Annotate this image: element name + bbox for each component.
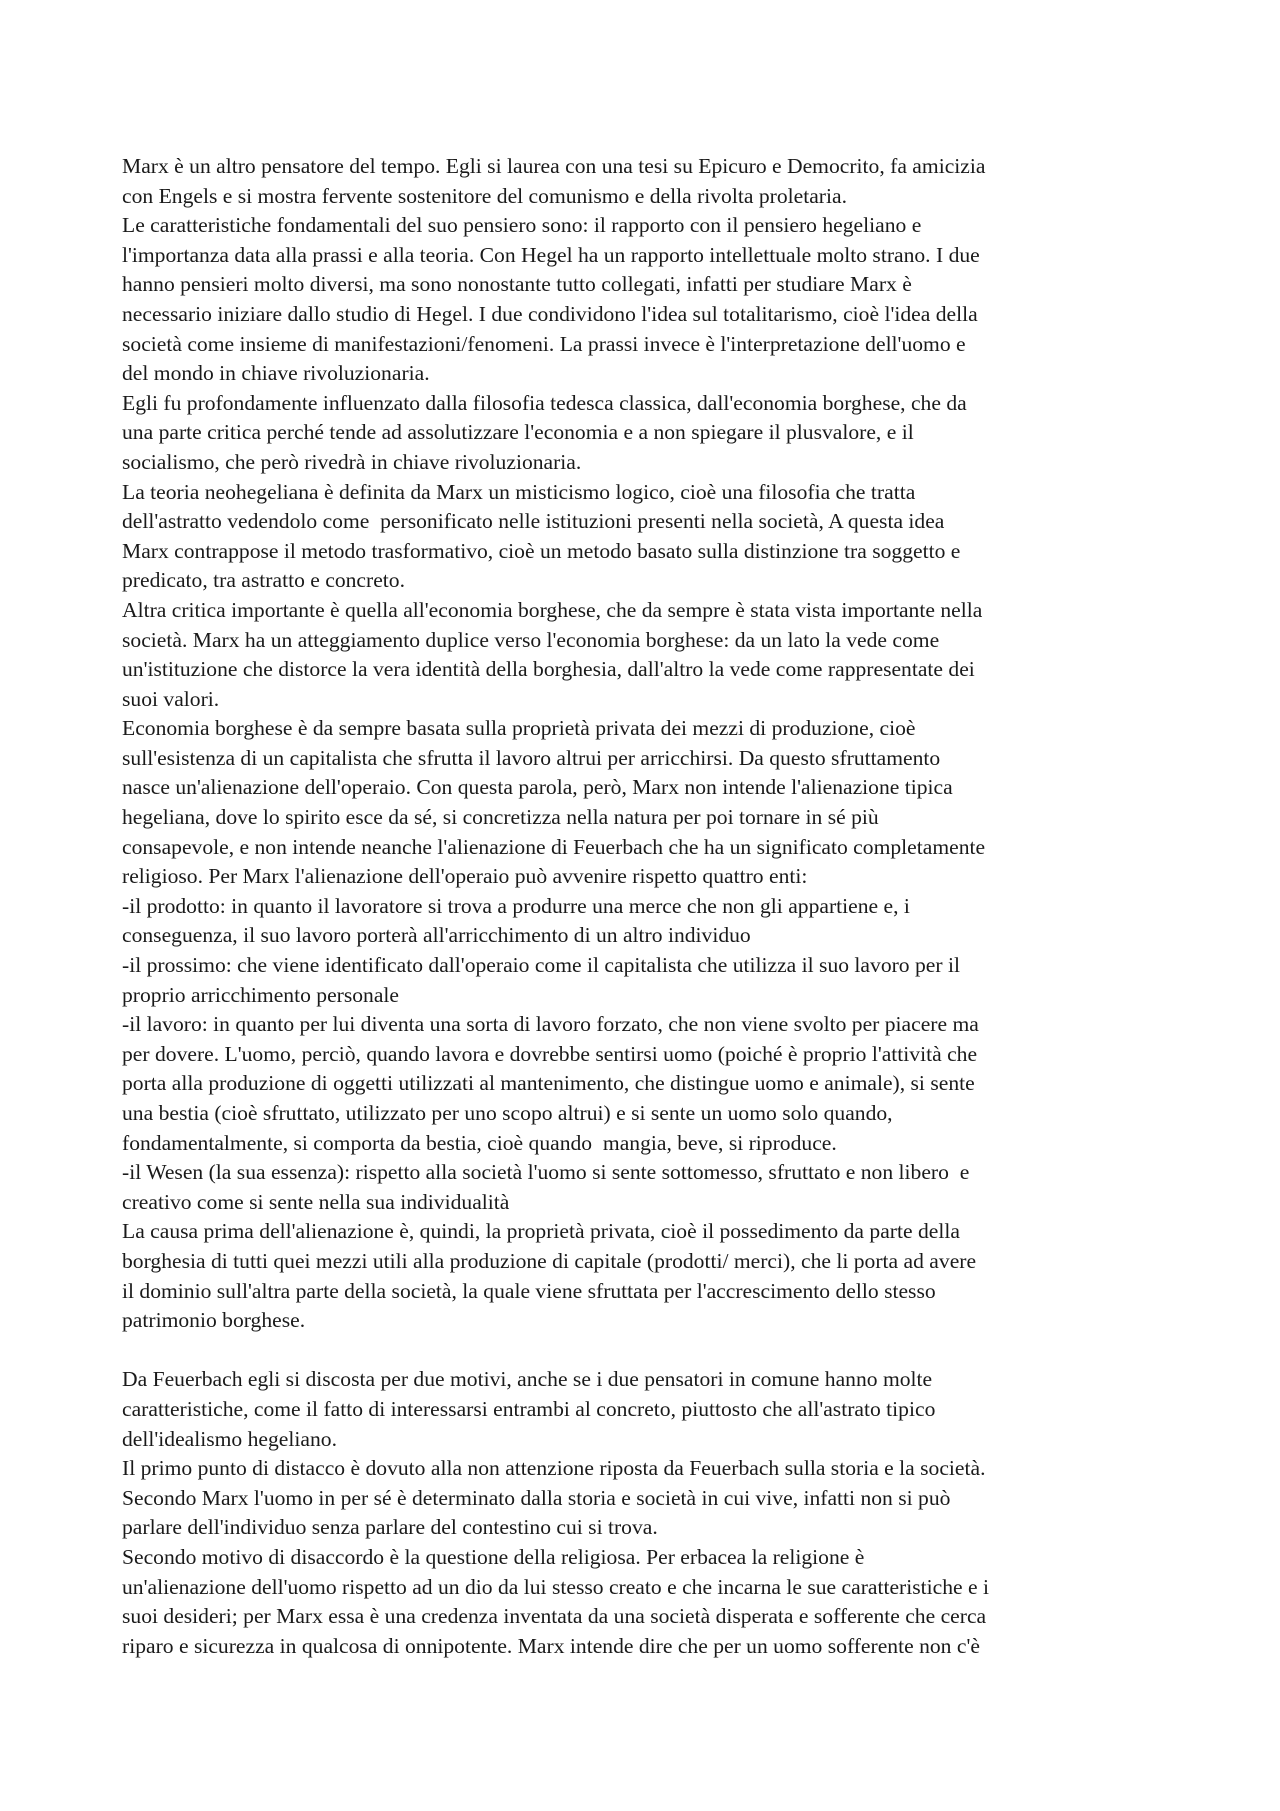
text-line: l'importanza data alla prassi e alla teoria. Con Hegel ha un rapporto intellettuale molto strano. I due: [122, 242, 980, 267]
text-line: nasce un'alienazione dell'operaio. Con questa parola, però, Marx non intende l'alienazione tipica: [122, 775, 953, 800]
text-line: -il lavoro: in quanto per lui diventa una sorta di lavoro forzato, che non viene svolto per piacere ma: [122, 1012, 979, 1037]
text-line: suoi valori.: [122, 686, 220, 711]
text-line: La causa prima dell'alienazione è, quindi, la proprietà privata, cioè il possedimento da parte della: [122, 1219, 960, 1244]
text-line: del mondo in chiave rivoluzionaria.: [122, 361, 430, 386]
text-line: società. Marx ha un atteggiamento duplice verso l'economia borghese: da un lato la vede come: [122, 627, 940, 652]
text-line: necessario iniziare dallo studio di Hegel. I due condividono l'idea sul totalitarismo, cioè l'idea della: [122, 301, 978, 326]
text-line: conseguenza, il suo lavoro porterà all'arricchimento di un altro individuo: [122, 923, 751, 948]
text-line: società come insieme di manifestazioni/fenomeni. La prassi invece è l'interpretazione dell'uomo e: [122, 331, 966, 356]
text-line: suoi desideri; per Marx essa è una credenza inventata da una società disperata e sofferente che cerca: [122, 1604, 987, 1629]
text-line: Marx contrappose il metodo trasformativo, cioè un metodo basato sulla distinzione tra soggetto e: [122, 538, 961, 563]
text-line: hanno pensieri molto diversi, ma sono nonostante tutto collegati, infatti per studiare Marx è: [122, 272, 912, 297]
blank-line: [122, 1336, 1172, 1366]
text-line: per dovere. L'uomo, perciò, quando lavora e dovrebbe sentirsi uomo (poiché è proprio l'attività che: [122, 1041, 978, 1066]
text-line: caratteristiche, come il fatto di interessarsi entrambi al concreto, piuttosto che all'astrato tipico: [122, 1396, 936, 1421]
text-line: Da Feuerbach egli si discosta per due motivi, anche se i due pensatori in comune hanno molte: [122, 1367, 933, 1392]
text-line: La teoria neohegeliana è definita da Marx un misticismo logico, cioè una filosofia che tratta: [122, 479, 916, 504]
text-line: borghesia di tutti quei mezzi utili alla produzione di capitale (prodotti/ merci), che li porta ad avere: [122, 1248, 977, 1273]
text-line: religioso. Per Marx l'alienazione dell'operaio può avvenire rispetto quattro enti:: [122, 864, 808, 889]
text-line: -il prossimo: che viene identificato dall'operaio come il capitalista che utilizza il suo lavoro per il: [122, 953, 960, 978]
document-body: [122, 152, 1172, 1661]
text-line: hegeliana, dove lo spirito esce da sé, si concretizza nella natura per poi tornare in sé più: [122, 805, 879, 830]
text-line: fondamentalmente, si comporta da bestia, cioè quando mangia, beve, si riproduce.: [122, 1130, 837, 1155]
text-line: consapevole, e non intende neanche l'alienazione di Feuerbach che ha un significato completamente: [122, 834, 986, 859]
text-line: una parte critica perché tende ad assolutizzare l'economia e a non spiegare il plusvalore, e il: [122, 420, 914, 445]
text-line: un'alienazione dell'uomo rispetto ad un dio da lui stesso creato e che incarna le sue caratteristiche e i: [122, 1574, 989, 1599]
text-line: socialismo, che però rivedrà in chiave rivoluzionaria.: [122, 449, 582, 474]
text-line: dell'astratto vedendolo come personificato nelle istituzioni presenti nella società, A questa idea: [122, 509, 945, 534]
text-line: dell'idealismo hegeliano.: [122, 1426, 337, 1451]
text-line: Secondo Marx l'uomo in per sé è determinato dalla storia e società in cui vive, infatti non si può: [122, 1485, 951, 1510]
text-line: parlare dell'individuo senza parlare del contestino cui si trova.: [122, 1515, 658, 1540]
text-line: -il prodotto: in quanto il lavoratore si trova a produrre una merce che non gli appartiene e, i: [122, 893, 910, 918]
text-line: sull'esistenza di un capitalista che sfrutta il lavoro altrui per arricchirsi. Da questo sfruttamento: [122, 745, 941, 770]
text-line: patrimonio borghese.: [122, 1308, 306, 1333]
text-line: il dominio sull'altra parte della società, la quale viene sfruttata per l'accrescimento dello stesso: [122, 1278, 936, 1303]
text-line: Economia borghese è da sempre basata sulla proprietà privata dei mezzi di produzione, cioè: [122, 716, 916, 741]
text-line: riparo e sicurezza in qualcosa di onnipotente. Marx intende dire che per un uomo sofferente non c'è: [122, 1633, 980, 1658]
text-line: una bestia (cioè sfruttato, utilizzato per uno scopo altrui) e si sente un uomo solo quando,: [122, 1101, 893, 1125]
text-line: un'istituzione che distorce la vera identità della borghesia, dall'altro la vede come rappresentate dei: [122, 657, 975, 682]
text-line: proprio arricchimento personale: [122, 982, 400, 1007]
text-line: creativo come si sente nella sua individualità: [122, 1189, 510, 1214]
text-line: Le caratteristiche fondamentali del suo pensiero sono: il rapporto con il pensiero hegeliano e: [122, 213, 922, 238]
text-line: porta alla produzione di oggetti utilizzati al mantenimento, che distingue uomo e animale), si sente: [122, 1071, 975, 1096]
text-line: -il Wesen (la sua essenza): rispetto alla società l'uomo si sente sottomesso, sfruttato e non libero e: [122, 1160, 970, 1185]
text-line: predicato, tra astratto e concreto.: [122, 568, 405, 593]
text-line: Altra critica importante è quella all'economia borghese, che da sempre è stata vista importante nella: [122, 597, 983, 622]
text-line: Il primo punto di distacco è dovuto alla non attenzione riposta da Feuerbach sulla storia e la società.: [122, 1456, 986, 1481]
text-line: Marx è un altro pensatore del tempo. Egli si laurea con una tesi su Epicuro e Democrito, fa amicizia: [122, 154, 986, 178]
text-line: con Engels e si mostra fervente sostenitore del comunismo e della rivolta proletaria.: [122, 183, 847, 208]
text-line: Egli fu profondamente influenzato dalla filosofia tedesca classica, dall'economia borghese, che da: [122, 390, 967, 415]
text-line: Secondo motivo di disaccordo è la questione della religiosa. Per erbacea la religione è: [122, 1544, 865, 1569]
